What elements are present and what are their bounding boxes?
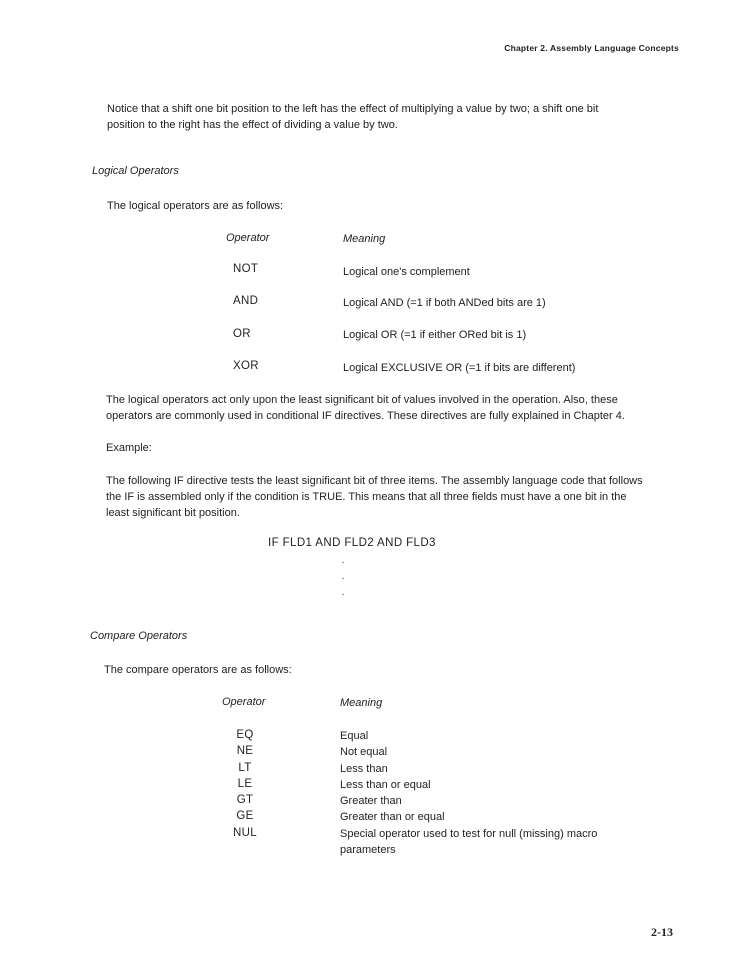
compare-op-gt: GT — [236, 794, 254, 807]
logical-op-xor: XOR — [233, 360, 259, 372]
compare-meaning-ne: Not equal — [340, 746, 388, 759]
compare-meaning-nul-continuation: parameters — [340, 844, 396, 857]
compare-meaning-nul: Special operator used to test for null (missing) macro — [340, 827, 598, 840]
logical-meaning-and: Logical AND (=1 if both ANDed bits are 1) — [343, 297, 546, 309]
logical-op-or: OR — [233, 328, 251, 340]
compare-op-ne: NE — [236, 745, 254, 758]
logical-meaning-or: Logical OR (=1 if either ORed bit is 1) — [343, 329, 527, 341]
compare-op-le: LE — [237, 777, 253, 790]
compare-meaning-eq: Equal — [340, 730, 369, 742]
logical-note-line-2: operators are commonly used in conditional IF directives. These directives are fully explained in Chapter 4. — [106, 410, 625, 422]
compare-meanings-column — [340, 728, 597, 858]
logical-operators-title: Logical Operators — [92, 165, 179, 177]
ellipsis-dot — [342, 578, 344, 579]
example-line-1: The following IF directive tests the least significant bit of three items. The assembly language code that follows — [106, 475, 643, 487]
intro-line-1: Notice that a shift one bit position to the left has the effect of multiplying a value by two; a shift one bit — [107, 103, 599, 115]
compare-op-nul: NUL — [233, 826, 257, 839]
compare-op-eq: EQ — [236, 729, 254, 741]
example-code: IF FLD1 AND FLD2 AND FLD3 — [268, 537, 436, 549]
logical-col-operator: Operator — [226, 232, 270, 244]
logical-op-and: AND — [233, 295, 259, 307]
compare-operators-title: Compare Operators — [90, 630, 188, 642]
logical-meaning-not: Logical one's complement — [343, 266, 470, 278]
compare-operators-intro: The compare operators are as follows: — [104, 664, 292, 676]
ellipsis-dot — [342, 594, 344, 595]
compare-meaning-lt: Less than — [340, 762, 388, 775]
ellipsis-dot — [342, 562, 344, 563]
example-label: Example: — [106, 442, 152, 454]
compare-col-operator: Operator — [222, 696, 266, 708]
logical-note-line-1: The logical operators act only upon the least significant bit of values involved in the operation. Also, these — [106, 394, 618, 406]
logical-col-meaning: Meaning — [343, 233, 386, 245]
logical-meaning-xor: Logical EXCLUSIVE OR (=1 if bits are different) — [343, 362, 576, 374]
logical-op-not: NOT — [233, 263, 259, 275]
example-line-3: least significant bit position. — [106, 507, 240, 519]
compare-operators-column — [225, 727, 265, 841]
compare-meaning-gt: Greater than — [340, 795, 402, 808]
logical-operators-intro: The logical operators are as follows: — [107, 200, 284, 212]
compare-meaning-ge: Greater than or equal — [340, 811, 445, 824]
compare-op-lt: LT — [238, 761, 252, 774]
compare-op-ge: GE — [236, 810, 254, 823]
example-line-2: the IF is assembled only if the condition is TRUE. This means that all three fields must have a one bit in the — [106, 491, 627, 503]
intro-line-2: position to the right has the effect of dividing a value by two. — [107, 119, 398, 131]
page-number: 2-13 — [651, 925, 673, 939]
running-head: Chapter 2. Assembly Language Concepts — [504, 43, 679, 53]
compare-meaning-le: Less than or equal — [340, 778, 431, 791]
compare-col-meaning: Meaning — [340, 697, 383, 709]
